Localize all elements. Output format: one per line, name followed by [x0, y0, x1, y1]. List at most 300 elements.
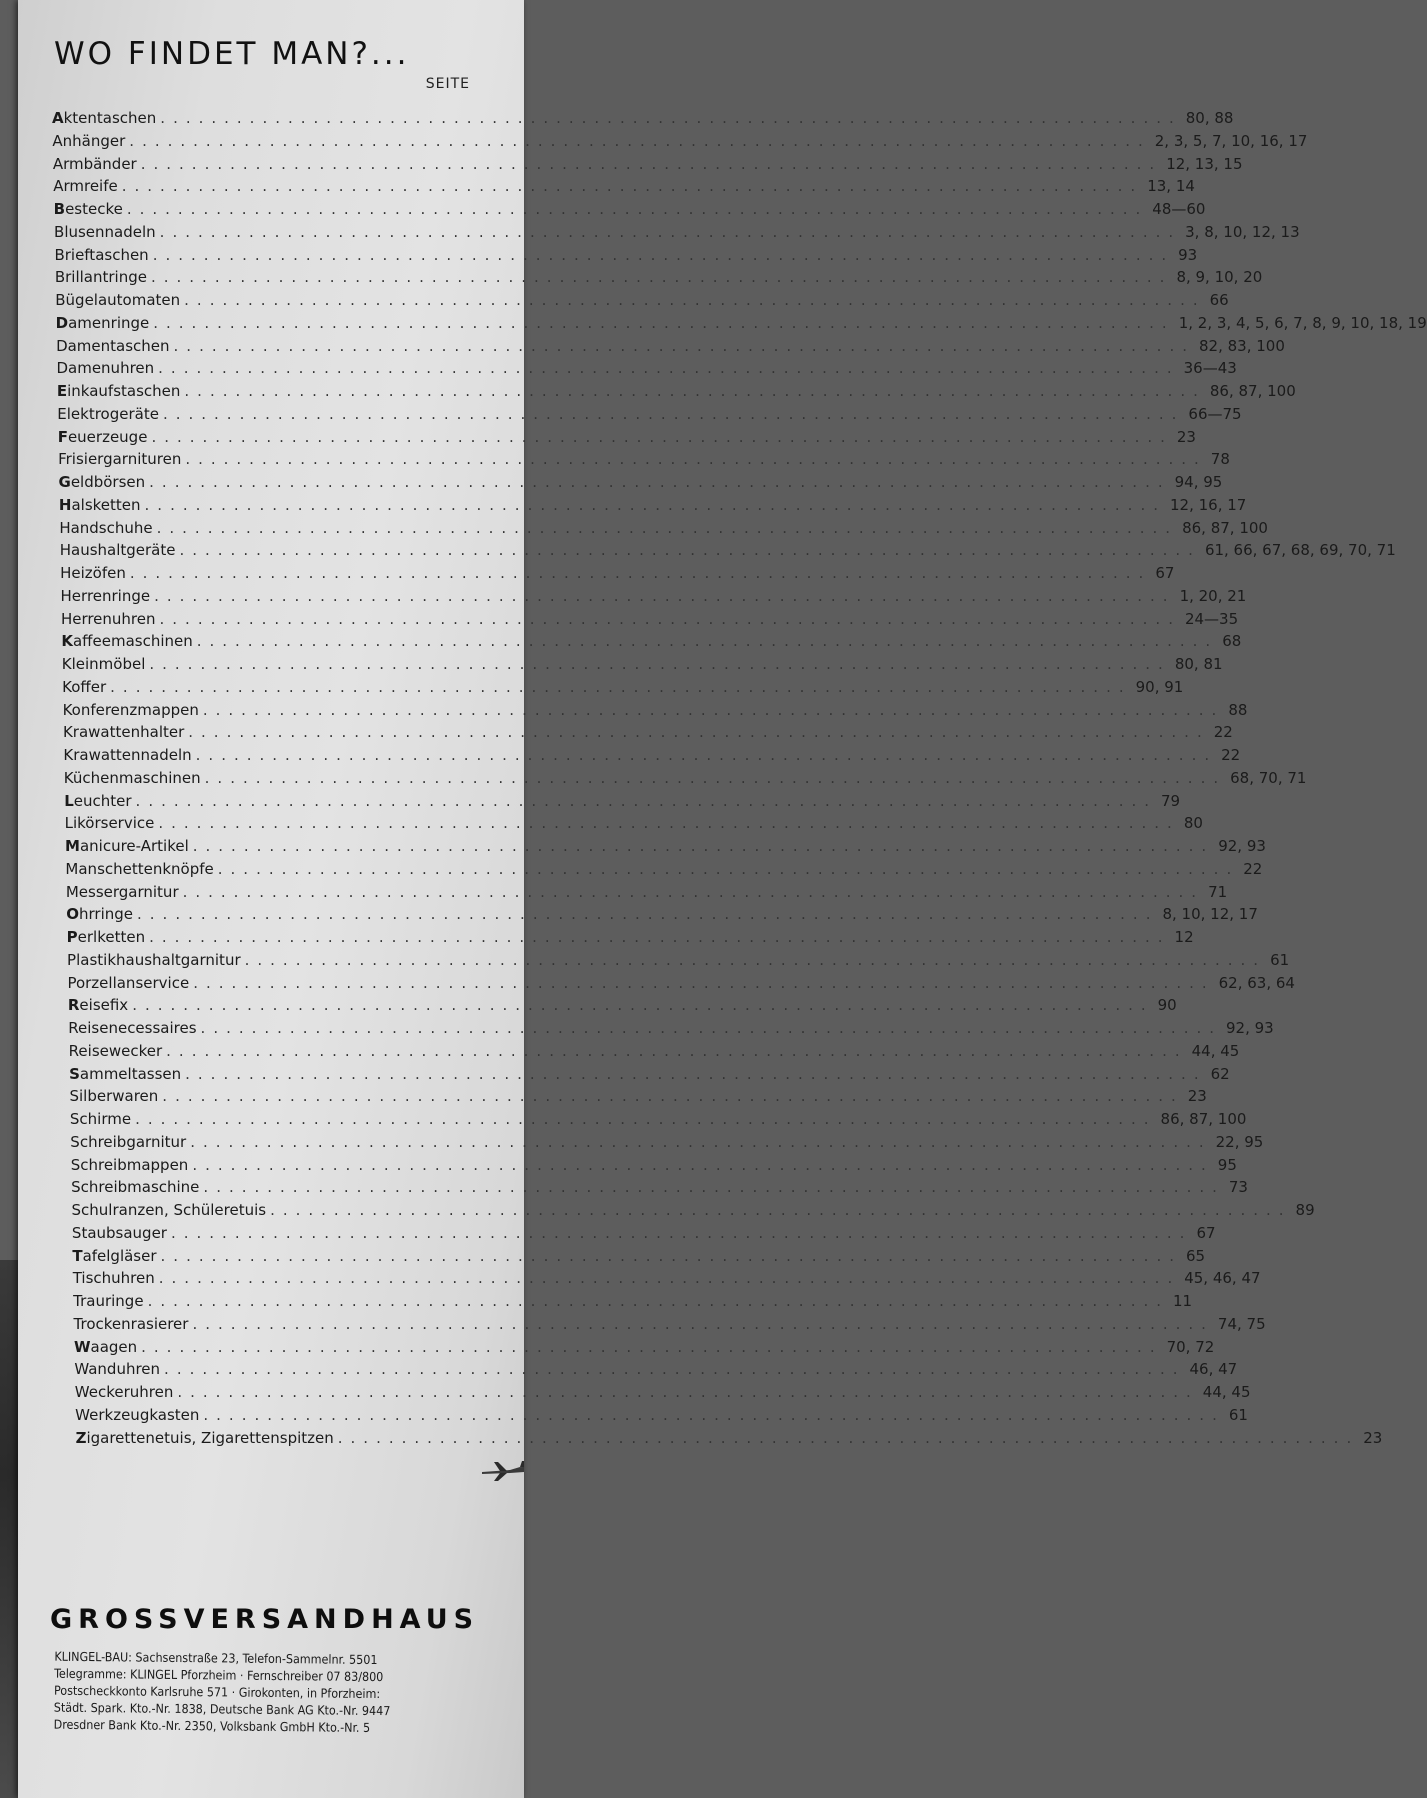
index-pages: 66	[1209, 291, 1229, 309]
index-term-text: Krawattennadeln	[63, 746, 192, 764]
index-pages: 61, 66, 67, 68, 69, 70, 71	[1204, 541, 1396, 560]
leader-dots: ................................................................................	[160, 1246, 1182, 1265]
index-pages: 2, 3, 5, 7, 10, 16, 17	[1154, 131, 1308, 150]
index-pages: 1, 20, 21	[1179, 586, 1247, 605]
index-entry	[58, 494, 1247, 516]
index-term-text: eisefix	[79, 996, 129, 1015]
index-pages: 62, 63, 64	[1218, 973, 1295, 992]
leader-dots: ................................................................................	[179, 541, 1201, 560]
index-term	[70, 1108, 131, 1130]
index-term	[57, 380, 181, 402]
index-entry	[74, 1358, 1238, 1380]
airplane-icon	[480, 1458, 524, 1484]
leader-dots: ................................................................................	[192, 837, 1215, 855]
company-name: GROSSVERSANDHAUS	[50, 1604, 480, 1635]
index-term	[72, 1245, 156, 1267]
index-term-text: Brieftaschen	[54, 245, 149, 264]
index-entry	[54, 221, 1300, 243]
leader-dots: ................................................................................	[203, 1178, 1225, 1197]
index-entry	[69, 1085, 1207, 1107]
index-pages: 71	[1208, 882, 1228, 901]
index-term-text: euchter	[73, 791, 132, 810]
index-term	[63, 744, 191, 766]
index-pages: 13, 14	[1147, 177, 1195, 196]
index-entry	[62, 721, 1233, 743]
leader-dots: ................................................................................	[158, 814, 1180, 833]
index-entry	[58, 471, 1223, 493]
index-term	[58, 448, 181, 470]
index-entry	[60, 585, 1247, 607]
index-pages: 1, 2, 3, 4, 5, 6, 7, 8, 9, 10, 18, 19	[1178, 313, 1427, 332]
leader-dots: ................................................................................	[195, 746, 1218, 764]
index-letter: G	[58, 473, 71, 491]
leader-dots: ................................................................................	[192, 1155, 1214, 1174]
index-entry	[71, 1199, 1315, 1221]
index-entry	[66, 903, 1258, 925]
index-term	[59, 517, 152, 539]
index-term	[65, 812, 155, 834]
index-pages: 23	[1176, 427, 1196, 446]
index-term	[65, 835, 189, 857]
index-term-text: Messergarnitur	[65, 882, 179, 901]
index-entry	[62, 699, 1248, 721]
index-term-text: Elektrogeräte	[57, 404, 159, 423]
index-term-text: erlketten	[77, 928, 146, 946]
index-term-text: Tischuhren	[72, 1269, 155, 1288]
index-entry	[52, 153, 1243, 175]
index-term-text: igarettenetuis, Zigarettenspitzen	[86, 1428, 334, 1447]
index-term-text: Porzellanservice	[67, 973, 190, 992]
index-entry	[56, 335, 1285, 357]
index-term-text: Damentaschen	[56, 336, 170, 355]
index-term-text: Koffer	[62, 677, 107, 696]
index-pages: 70, 72	[1166, 1337, 1215, 1356]
leader-dots: ................................................................................	[158, 359, 1180, 378]
index-term-text: Kleinmöbel	[61, 655, 146, 673]
index-term	[63, 699, 199, 721]
index-term	[73, 1267, 155, 1289]
index-term-text: Haushaltgeräte	[59, 541, 176, 560]
index-term-text: eldbörsen	[70, 473, 146, 491]
page-title: WO FINDET MAN?...	[54, 36, 410, 72]
index-term-text: Krawattenhalter	[62, 723, 185, 742]
index-entry	[75, 1404, 1248, 1426]
index-entry	[75, 1427, 1383, 1449]
index-pages: 46, 47	[1189, 1360, 1238, 1379]
index-term-text: Likörservice	[64, 814, 155, 833]
index-pages: 78	[1210, 450, 1230, 469]
index-entry	[54, 244, 1198, 266]
leader-dots: ................................................................................	[156, 518, 1179, 537]
index-letter: E	[56, 382, 68, 400]
index-term-text: Frisiergarnituren	[58, 450, 182, 469]
index-letter: P	[66, 928, 78, 946]
leader-dots: ................................................................................	[166, 1041, 1188, 1060]
index-pages: 62	[1210, 1064, 1230, 1083]
index-term-text: Schulranzen, Schüleretuis	[71, 1201, 267, 1219]
index-pages: 44, 45	[1191, 1041, 1240, 1060]
index-entry	[60, 608, 1239, 630]
leader-dots: ................................................................................	[159, 609, 1181, 628]
index-pages: 67	[1155, 564, 1175, 582]
leader-dots: ................................................................................	[190, 1132, 1212, 1151]
index-term-text: Damenuhren	[56, 359, 155, 378]
address-line: Postscheckkonto Karlsruhe 571 · Girokonten, in Pforzheim:	[53, 1682, 381, 1702]
index-term	[65, 858, 213, 880]
index-term-text: Armbänder	[52, 154, 137, 173]
leader-dots: ................................................................................	[203, 1405, 1225, 1424]
leader-dots: ................................................................................	[217, 859, 1240, 878]
index-entry	[62, 676, 1184, 698]
leader-dots: ................................................................................	[149, 928, 1171, 946]
index-entry	[65, 835, 1266, 857]
index-pages: 66—75	[1188, 404, 1242, 423]
address-line: Städt. Spark. Kto.-Nr. 1838, Deutsche Bank AG Kto.-Nr. 9447	[53, 1699, 391, 1719]
leader-dots: ................................................................................	[177, 1383, 1199, 1401]
index-entry	[70, 1154, 1237, 1176]
index-term	[75, 1381, 174, 1403]
index-entry	[61, 630, 1242, 652]
index-term	[71, 1176, 199, 1198]
index-entry	[54, 266, 1263, 288]
index-letter: T	[72, 1246, 83, 1265]
index-pages: 24—35	[1184, 609, 1239, 628]
index-pages: 8, 10, 12, 17	[1162, 905, 1258, 924]
index-term	[69, 1040, 162, 1062]
index-term-text: affeemaschinen	[72, 632, 193, 651]
index-term-text: Plastikhaushaltgarnitur	[67, 950, 241, 969]
leader-dots: ................................................................................	[149, 473, 1171, 491]
index-term-text: Weckeruhren	[74, 1383, 174, 1401]
index-entry	[73, 1290, 1193, 1312]
index-term	[69, 1063, 181, 1085]
index-entry	[70, 1131, 1264, 1153]
index-letter: R	[67, 996, 80, 1015]
index-letter: A	[52, 109, 64, 127]
index-pages: 45, 46, 47	[1184, 1269, 1261, 1288]
leader-dots: ................................................................................	[185, 450, 1207, 469]
index-term	[55, 266, 147, 288]
index-term-text: Werkzeugkasten	[75, 1405, 200, 1424]
leader-dots: ................................................................................	[162, 404, 1185, 423]
index-entry	[52, 107, 1234, 129]
index-pages: 3, 8, 10, 12, 13	[1185, 222, 1300, 241]
index-term	[54, 198, 123, 220]
index-pages: 61	[1270, 950, 1290, 969]
leader-dots: ................................................................................	[159, 222, 1182, 241]
index-term-text: Brillantringe	[54, 268, 147, 287]
index-term-text: Staubsauger	[71, 1223, 167, 1242]
index-entry	[69, 1108, 1247, 1130]
index-term-text: Heizöfen	[60, 564, 126, 582]
index-term	[52, 130, 125, 152]
index-pages: 22	[1221, 746, 1241, 764]
index-term	[58, 426, 148, 448]
leader-dots: ................................................................................	[162, 1087, 1184, 1106]
index-term	[61, 630, 192, 652]
index-term-text: Schreibmaschine	[71, 1178, 200, 1197]
page-column-label: SEITE	[425, 76, 470, 92]
index-pages: 67	[1196, 1223, 1216, 1242]
index-pages: 80, 81	[1174, 655, 1223, 673]
index-entry	[71, 1176, 1248, 1198]
index-term	[70, 1131, 186, 1153]
index-term	[62, 676, 106, 698]
index-term	[52, 107, 156, 129]
index-term	[64, 767, 201, 789]
index-term-text: Trauringe	[73, 1292, 144, 1310]
index-term-text: afelgläser	[82, 1246, 157, 1265]
index-entry	[71, 1222, 1216, 1244]
index-term	[76, 1427, 334, 1449]
index-term	[72, 1222, 167, 1244]
index-pages: 93	[1178, 245, 1198, 264]
index-term	[67, 926, 145, 948]
leader-dots: ................................................................................	[126, 200, 1149, 218]
leader-dots: ................................................................................	[185, 1064, 1207, 1083]
index-term-text: Handschuhe	[59, 518, 153, 537]
leader-dots: ................................................................................	[270, 1201, 1292, 1219]
index-entry	[65, 858, 1263, 880]
index-term	[60, 562, 126, 584]
index-entry	[69, 1063, 1230, 1085]
index-entry	[55, 289, 1229, 311]
index-letter: O	[66, 905, 79, 924]
index-pages: 61	[1228, 1405, 1248, 1424]
index-term	[62, 653, 146, 675]
leader-dots: ................................................................................	[170, 1223, 1193, 1242]
index-term	[69, 1085, 158, 1107]
leader-dots: ................................................................................	[129, 131, 1151, 150]
index-pages: 90, 91	[1135, 677, 1184, 696]
index-term-text: ktentaschen	[63, 109, 157, 127]
index-entry	[59, 517, 1268, 539]
index-entry	[61, 653, 1223, 675]
index-term-text: aagen	[90, 1337, 138, 1356]
index-term	[66, 881, 179, 903]
index-term	[56, 335, 169, 357]
index-entry	[73, 1313, 1266, 1335]
leader-dots: ................................................................................	[192, 1314, 1214, 1333]
index-term-text: Küchenmaschinen	[63, 768, 201, 787]
index-entry	[57, 403, 1242, 425]
index-entry	[64, 790, 1181, 812]
index-pages: 22	[1243, 859, 1263, 878]
index-term	[54, 244, 148, 266]
leader-dots: ................................................................................	[200, 1019, 1222, 1037]
index-entry	[74, 1381, 1251, 1403]
index-letter: D	[55, 313, 69, 332]
index-letter: S	[69, 1064, 80, 1083]
index-pages: 68	[1222, 632, 1242, 651]
index-term-text: estecke	[65, 200, 123, 218]
leader-dots: ................................................................................	[202, 700, 1225, 719]
index-pages: 44, 45	[1202, 1383, 1251, 1401]
index-term	[68, 1017, 196, 1039]
index-pages: 48—60	[1152, 200, 1206, 218]
leader-dots: ................................................................................	[149, 655, 1171, 673]
index-entry	[56, 380, 1296, 402]
index-pages: 8, 9, 10, 20	[1176, 268, 1263, 287]
index-entry	[66, 926, 1194, 948]
company-address	[54, 1648, 499, 1738]
index-pages: 23	[1363, 1428, 1383, 1447]
leader-dots: ................................................................................	[188, 723, 1210, 742]
index-term-text: Trockenrasierer	[73, 1314, 189, 1333]
index-term-text: ammeltassen	[79, 1064, 182, 1083]
index-entry	[64, 812, 1203, 834]
index-term	[55, 289, 180, 311]
leader-dots: ................................................................................	[110, 677, 1132, 696]
index-pages: 12	[1174, 928, 1194, 946]
leader-dots: ................................................................................	[184, 382, 1206, 400]
leader-dots: ................................................................................	[151, 427, 1173, 446]
index-term	[74, 1313, 189, 1335]
index-pages: 94, 95	[1174, 473, 1223, 491]
index-term-text: Reisewecker	[68, 1041, 163, 1060]
index-pages: 11	[1173, 1292, 1193, 1310]
leader-dots: ................................................................................	[193, 973, 1215, 992]
index-pages: 12, 13, 15	[1166, 154, 1243, 173]
leader-dots: ................................................................................	[135, 1110, 1157, 1128]
index-pages: 80	[1183, 814, 1203, 833]
index-term-text: Konferenzmappen	[62, 700, 199, 719]
index-letter: W	[73, 1337, 91, 1356]
index-pages: 22, 95	[1215, 1132, 1264, 1151]
index-term-text: alsketten	[71, 495, 141, 514]
index-term	[59, 471, 146, 493]
index-term-text: Schirme	[69, 1110, 132, 1128]
index-term	[53, 153, 137, 175]
index-pages: 82, 83, 100	[1198, 336, 1285, 355]
index-term-text: Schreibmappen	[70, 1155, 189, 1174]
index-entry	[60, 562, 1175, 584]
index-term	[74, 1358, 160, 1380]
leader-dots: ................................................................................	[150, 268, 1173, 287]
index-term-text: Manschettenknöpfe	[65, 859, 214, 878]
index-pages: 86, 87, 100	[1160, 1110, 1247, 1128]
leader-dots: ................................................................................	[160, 109, 1182, 127]
index-entry	[67, 994, 1177, 1016]
index-term	[73, 1290, 143, 1312]
leader-dots: ................................................................................	[196, 632, 1219, 651]
address-line: Dresdner Bank Kto.-Nr. 2350, Volksbank GmbH Kto.-Nr. 5	[53, 1716, 371, 1735]
index-term-text: inkaufstaschen	[67, 382, 181, 400]
index-entry	[67, 949, 1290, 971]
leader-dots: ................................................................................	[129, 564, 1152, 582]
index-term-text: amenringe	[68, 313, 150, 332]
index-term	[63, 721, 184, 743]
index-pages: 92, 93	[1218, 837, 1266, 855]
index-entry	[56, 357, 1237, 379]
index-entry	[73, 1336, 1215, 1358]
index-term-text: anicure-Artikel	[79, 837, 189, 855]
index-term	[68, 994, 128, 1016]
index-term	[64, 790, 131, 812]
index-term-text: Anhänger	[52, 131, 126, 150]
index-pages: 65	[1185, 1246, 1206, 1265]
index-entry	[72, 1267, 1261, 1289]
index-term	[60, 539, 176, 561]
index-term	[72, 1199, 267, 1221]
index-letter: K	[61, 632, 73, 651]
index-entry	[53, 198, 1206, 220]
index-entry	[57, 426, 1196, 448]
index-term	[66, 903, 133, 925]
leader-dots: ................................................................................	[152, 245, 1175, 264]
address-line: Telegramme: KLINGEL Pforzheim · Fernschreiber 07 83/800	[54, 1665, 384, 1685]
index-term-text: Blusennadeln	[54, 222, 156, 241]
leader-dots: ................................................................................	[337, 1428, 1360, 1447]
leader-dots: ................................................................................	[158, 1269, 1181, 1288]
index-letter: H	[58, 495, 72, 514]
index-pages: 74, 75	[1217, 1314, 1266, 1333]
leader-dots: ................................................................................	[132, 996, 1154, 1015]
index-entry	[63, 767, 1307, 789]
index-entry	[63, 744, 1241, 766]
index-term	[53, 175, 118, 197]
index-term	[57, 403, 159, 425]
leader-dots: ................................................................................	[244, 950, 1267, 969]
index-term	[75, 1404, 199, 1426]
index-term	[67, 972, 189, 994]
index-pages: 68, 70, 71	[1230, 768, 1307, 787]
index-term-text: Herrenuhren	[60, 609, 156, 628]
leader-dots: ................................................................................	[121, 177, 1144, 196]
index-pages: 88	[1228, 700, 1248, 719]
leader-dots: ................................................................................	[137, 905, 1159, 924]
index-pages: 22	[1213, 723, 1233, 742]
index-term	[54, 221, 156, 243]
index-entry	[67, 972, 1295, 994]
leader-dots: ................................................................................	[204, 768, 1227, 787]
index-entry	[68, 1017, 1274, 1039]
leader-dots: ................................................................................	[135, 791, 1157, 810]
leader-dots: ................................................................................	[184, 291, 1206, 309]
leader-dots: ................................................................................	[173, 336, 1195, 355]
index-term-text: Herrenringe	[60, 586, 151, 605]
index-entry	[55, 312, 1427, 334]
index-term-text: Schreibgarnitur	[70, 1132, 187, 1151]
index-term-text: Bügelautomaten	[55, 291, 181, 309]
leader-dots: ................................................................................	[144, 495, 1166, 514]
index-term	[67, 949, 241, 971]
leader-dots: ................................................................................	[154, 586, 1176, 605]
index-letter: B	[53, 200, 66, 218]
index-pages: 86, 87, 100	[1209, 382, 1296, 400]
leader-dots: ................................................................................	[140, 154, 1163, 173]
index-entry	[53, 175, 1195, 197]
index-pages: 79	[1161, 791, 1181, 810]
index-term-text: euerzeuge	[67, 427, 148, 446]
index-entry	[59, 539, 1396, 561]
index-term	[61, 585, 151, 607]
index-term	[74, 1336, 137, 1358]
index-pages: 23	[1187, 1087, 1207, 1106]
index-letter: M	[65, 837, 80, 855]
index-letter: Z	[75, 1428, 87, 1447]
leader-dots: ................................................................................	[141, 1337, 1163, 1356]
index-term-text: Armreife	[53, 177, 118, 196]
index-pages: 86, 87, 100	[1182, 518, 1268, 537]
index-letter: L	[64, 791, 74, 810]
index-term-text: Silberwaren	[69, 1087, 159, 1106]
index-pages: 36—43	[1183, 359, 1237, 378]
index-term	[71, 1154, 189, 1176]
index-pages: 89	[1295, 1201, 1315, 1219]
index-term	[56, 357, 154, 379]
index-pages: 92, 93	[1226, 1019, 1274, 1037]
